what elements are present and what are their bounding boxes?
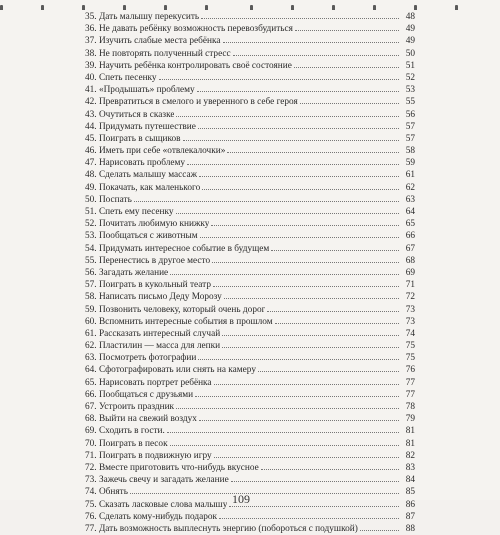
toc-entry [85,71,415,83]
toc-entry-title: 43. Очутиться в сказке [85,109,175,120]
toc-entry-title: 72. Вместе приготовить что-нибудь вкусное [85,462,259,473]
dot-leader [187,156,399,165]
dot-leader [195,388,399,397]
toc-entry-page: 48 [405,12,415,22]
toc-entry-title: 36. Не давать ребёнку возможность перевозбудиться [85,24,293,35]
top-border-decoration [0,0,500,10]
toc-entry-title: 39. Научить ребёнка контролировать своё состояние [85,60,292,71]
dot-leader [170,266,399,275]
toc-entry-page: 88 [405,523,415,534]
dot-leader [199,412,399,421]
toc-entry-page: 69 [405,267,415,278]
toc-entry [85,424,415,436]
toc-entry [85,254,415,266]
dot-leader [222,327,399,336]
dot-leader [211,217,399,226]
toc-entry-page: 71 [405,280,415,291]
dot-leader [294,59,399,68]
dot-leader [231,473,399,482]
toc-entry-title: 69. Сходить в гости. [85,426,165,437]
toc-entry [85,522,415,534]
toc-entry [85,461,415,473]
toc-entry-page: 62 [405,182,415,193]
dot-leader [202,181,399,190]
toc-entry-page: 59 [405,158,415,169]
toc-entry-page: 67 [405,243,415,254]
toc-entry [85,339,415,351]
dot-leader [198,120,399,129]
toc-entry-page: 77 [405,377,415,388]
toc-entry [85,193,415,205]
toc-entry-title: 67. Устроить праздник [85,402,175,412]
toc-entry-title: 47. Нарисовать проблему [85,158,186,169]
toc-entry [85,10,415,22]
toc-entry [85,34,415,46]
dot-leader [224,290,399,299]
dot-leader [134,193,399,202]
toc-entry-page: 63 [405,194,415,205]
toc-entry [85,315,415,327]
dot-leader [199,168,399,177]
toc-entry [85,303,415,315]
toc-entry-page: 64 [405,207,415,217]
page-number: 109 [232,492,250,506]
toc-entry-title: 57. Поиграть в кукольный театр [85,280,211,291]
toc-entry-page: 81 [405,438,415,449]
toc-entry-page: 87 [405,511,415,522]
toc-entry-page: 65 [405,219,415,230]
toc-entry-page: 82 [405,450,415,461]
toc-entry [85,181,415,193]
toc-entry-title: 75. Сказать ласковые слова малышу [85,499,228,510]
toc-entry-title: 42. Превратиться в смелого и уверенного в себе героя [85,97,298,108]
toc-entry-title: 56. Загадать желание [85,267,169,278]
dot-leader [214,449,399,458]
toc-entry [85,59,415,71]
toc-entry-title: 65. Нарисовать портрет ребёнка [85,377,212,388]
toc-entry [85,120,415,132]
toc-entry [85,376,415,388]
toc-entry-title: 51. Спеть ему песенку [85,207,174,217]
toc-entry-page: 58 [405,146,415,157]
dot-leader [176,400,399,409]
dot-leader [198,351,399,360]
toc-entry-page: 78 [405,402,415,412]
toc-entry-title: 38. Не повторять полученный стресс [85,48,231,59]
dot-leader [201,10,399,19]
toc-entry [85,156,415,168]
dot-leader [213,278,399,287]
toc-entry [85,168,415,180]
toc-entry [85,327,415,339]
toc-entry [85,412,415,424]
toc-entry-title: 77. Дать возможность выплеснуть энергию (побороться с подушкой) [85,523,358,534]
toc-entry-title: 61. Рассказать интересный случай [85,328,221,339]
dot-leader [229,498,399,507]
toc-entry-title: 59. Позвонить человеку, который очень дорог [85,304,266,315]
toc-entry [85,437,415,449]
toc-entry-title: 45. Поиграть в сыщиков [85,133,181,144]
toc-entry-page: 86 [405,499,415,510]
table-of-contents [85,10,415,534]
dot-leader [275,315,399,324]
toc-entry-page: 72 [405,292,415,303]
toc-entry-page: 52 [405,72,415,83]
dot-leader [300,95,399,104]
dot-leader [295,22,399,31]
toc-entry-title: 76. Сделать кому-нибудь подарок [85,511,218,522]
toc-entry-title: 62. Пластилин — масса для лепки [85,341,221,352]
dot-leader [130,485,399,494]
toc-entry-page: 79 [405,414,415,425]
toc-entry-page: 57 [405,121,415,132]
toc-entry [85,473,415,485]
toc-entry-title: 54. Придумать интересное событие в будущем [85,243,270,254]
toc-entry-page: 55 [405,97,415,108]
toc-entry-page: 81 [405,426,415,437]
toc-entry-title: 40. Спеть песенку [85,72,157,83]
dot-leader [223,34,400,43]
toc-entry [85,205,415,217]
toc-entry [85,498,415,510]
dot-leader [267,303,399,312]
toc-entry-page: 49 [405,24,415,35]
toc-entry [85,510,415,522]
toc-entry [85,217,415,229]
toc-entry-title: 35. Дать малышу перекусить [85,12,200,22]
toc-entry-page: 66 [405,231,415,242]
dot-leader [222,339,399,348]
toc-entry-title: 60. Вспомнить интересные события в прошлом [85,316,273,327]
dot-leader [167,424,399,433]
toc-entry-page: 74 [405,328,415,339]
toc-entry [85,83,415,95]
toc-entry-page: 51 [405,60,415,71]
dot-leader [271,242,399,251]
toc-entry-page: 83 [405,462,415,473]
dot-leader [214,376,399,385]
toc-entry-page: 75 [405,341,415,352]
toc-entry-page: 56 [405,109,415,120]
dot-leader [176,205,399,214]
toc-entry-page: 76 [405,365,415,376]
dot-leader [233,47,399,56]
toc-entry-page: 53 [405,85,415,96]
toc-entry-page: 77 [405,389,415,400]
toc-entry-title: 64. Сфотографировать или снять на камеру [85,365,256,376]
toc-entry [85,278,415,290]
toc-entry-title: 48. Сделать малышу массаж [85,170,198,181]
toc-entry [85,108,415,120]
toc-entry [85,266,415,278]
toc-entry-title: 41. «Продышать» проблему [85,85,195,96]
dot-leader [159,71,399,80]
toc-entry-page: 75 [405,353,415,364]
toc-entry [85,388,415,400]
toc-entry-title: 44. Придумать путешествие [85,121,196,132]
toc-entry [85,351,415,363]
toc-entry-page: 84 [405,475,415,486]
toc-entry [85,449,415,461]
dot-leader [258,363,399,372]
toc-entry [85,132,415,144]
toc-entry-title: 70. Поиграть в песок [85,438,168,449]
toc-entry [85,242,415,254]
dot-leader [261,461,399,470]
toc-entry-page: 57 [405,133,415,144]
toc-entry-page: 73 [405,304,415,315]
dot-leader [360,522,399,531]
dot-leader [219,510,399,519]
toc-entry-title: 50. Поспать [85,194,132,205]
toc-entry-page: 68 [405,255,415,266]
dot-leader [212,254,399,263]
toc-entry-title: 74. Обнять [85,487,128,498]
toc-entry-title: 53. Пообщаться с животным [85,231,198,242]
toc-entry [85,485,415,497]
toc-entry-title: 37. Изучить слабые места ребёнка [85,36,221,47]
toc-entry [85,22,415,34]
toc-entry-title: 49. Покачать, как маленького [85,182,201,193]
toc-entry-page: 73 [405,316,415,327]
toc-entry [85,144,415,156]
dot-leader [227,144,399,153]
toc-entry [85,47,415,59]
toc-entry [85,400,415,412]
toc-entry-title: 52. Почитать любимую книжку [85,219,210,230]
dot-leader [183,132,399,141]
toc-entry [85,95,415,107]
toc-entry-title: 63. Посмотреть фотографии [85,353,197,364]
toc-entry-title: 58. Написать письмо Деду Морозу [85,292,222,303]
toc-entry [85,363,415,375]
toc-entry-title: 46. Иметь при себе «отвлекалочки» [85,146,226,157]
toc-entry-title: 55. Перенестись в другое место [85,255,211,266]
toc-entry [85,290,415,302]
toc-entry-page: 61 [405,170,415,181]
toc-entry [85,229,415,241]
dot-leader [197,83,399,92]
toc-entry-page: 49 [405,36,415,47]
toc-entry-title: 71. Поиграть в подвижную игру [85,450,212,461]
toc-entry-title: 66. Пообщаться с друзьями [85,389,194,400]
dot-leader [170,437,399,446]
toc-entry-title: 68. Выйти на свежий воздух [85,414,197,425]
toc-entry-page: 50 [405,48,415,59]
toc-entry-title: 73. Зажечь свечу и загадать желание [85,475,229,486]
dot-leader [176,108,399,117]
dot-leader [200,229,399,238]
toc-entry-page: 85 [405,487,415,498]
